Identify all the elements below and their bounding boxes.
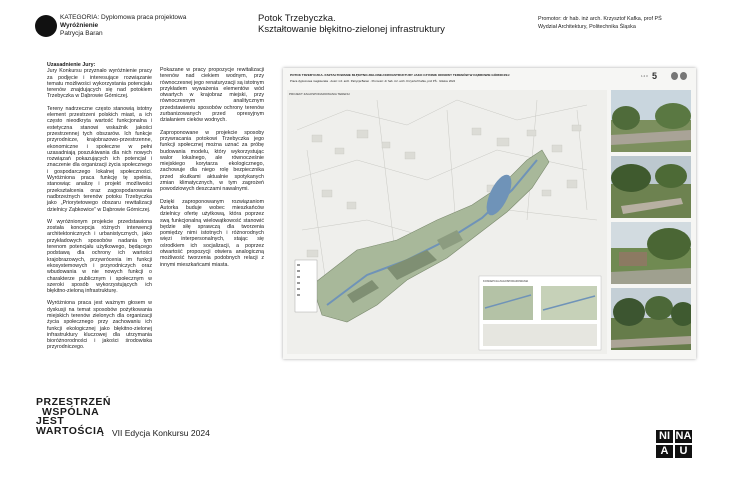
visualization-photo-3 (611, 222, 691, 284)
paragraph: Dzięki zaproponowanym rozwiązaniom Autorka buduje wobec mieszkańców dzielnicy ofertę użytkową, która poprzez swą funkcjonalną wielowątkowość stanowić będzie siłę sprawczą dla tworzenia pomiędzy nimi istotnych i różnorodnych więzi interpersonalnych, stając się ośrodkiem ich socjalizacji, a poprzez otwartość propozycji otwiera analogiczną możliwość tworzenia podobnych relacji z innymi mieszkańcami miasta. (160, 198, 264, 268)
site-plan-map (287, 90, 607, 354)
logo-line: JEST (36, 415, 65, 427)
logo-line: WARTOŚCIĄ (36, 424, 105, 437)
detail-label: KONCEPCJA ZAGOSPODAROWANIA (483, 280, 529, 283)
project-title: Potok Trzebyczka. (258, 13, 336, 24)
poster-page-label: 1 2 3 (641, 74, 648, 78)
logo-letter: U (675, 445, 692, 458)
nina-logo (656, 430, 692, 458)
poster-subtitle: Praca dyplomowa magisterska · Autor: inż. arch. Patrycja Baran · Promotor: dr hab. inż. arch. Krzysztof Kafka, prof PŚ · Gliwice 2024 (290, 78, 456, 83)
visualization-photo-2 (611, 156, 691, 218)
paragraph: Wyróżniona praca jest ważnym głosem w dyskusji na temat sposobów pożytkowania miejskich terenów zielonych dla organizacji życia społecznego przy zachowaniu ich funkcji ekologicznej jako błękitno-zielonej infrastruktury kluczowej dla utrzymania bioróżnorodności i jakości środowiska przyrodniczego. (47, 300, 152, 351)
project-poster[interactable] (283, 68, 696, 359)
jury-text-column-2 (160, 67, 264, 274)
edition-label: VII Edycja Konkursu 2024 (112, 428, 210, 438)
jury-heading: Uzasadnienie Jury: (47, 62, 96, 68)
paragraph: Tereny nadrzeczne często stanowią istotny element przestrzeni polskich miast, a ich często nieodkryta wartość funkcjonalna i estetyczna stanowi wskaźnik jakości przestrzennej tych obszarów. Ich funkcje przyrodnicze, krajobrazowo-przestrzenne, ekonomiczne i społeczne w pełni uzasadniają poszukiwania dla nich nowych rozwiązań pokazujących ich potencjał i znaczenie dla organizacji życia społecznego i gospodarczego lokalnej społeczności. Wyróżniona praca funkcję tę spełnia, stanowiąc analizę i projekt możliwości przekształcenia oraz zagospodarowania nadbrzeżnych terenów potoku Trzebyczka jako „Priorytetowego obszaru rewitalizacji dzielnicy Ząbkowice” w Dąbrowie Górniczej. (47, 105, 152, 213)
competition-logo-circle (35, 15, 57, 37)
paragraph: Jury Konkursu przyznało wyróżnienie pracy za podjęcie i interesujące rozwiązanie tematu możliwości wykorzystania potencjału terenów znajdujących się nad potokiem Trzebyczka w Dąbrowie Górniczej. (47, 68, 152, 100)
faculty-line: Wydział Architektury, Politechnika Śląska (538, 23, 636, 30)
logo-letter: NA (675, 430, 692, 442)
header-category-block (60, 14, 186, 38)
paragraph: Zaproponowane w projekcie sposoby przywracania potokowi Trzebyczka jego funkcji społecznej można uznać za próbę budowania modelu, który wykorzystując walor lokalnego, ale równocześnie miejskiego korytarza ekologicznego, zachowuje dla niego rolę bezpiecznika przed skutkami aktualnie spotykanych zmian klimatycznych, w tym zagrożeń powodziowych deszczami nawalnymi. (160, 129, 264, 193)
visualization-photo-4 (611, 288, 691, 350)
logo-line: PRZESTRZEŃ (36, 396, 112, 408)
header-promoter-block (538, 16, 728, 31)
award-label: Wyróżnienie (60, 22, 99, 29)
campaign-logo (36, 398, 111, 436)
visualization-photo-1 (611, 90, 691, 152)
logo-letter: NI (656, 430, 673, 443)
poster-page-number: 5 (652, 71, 658, 81)
header-project-title (258, 13, 445, 35)
logo-letter: A (656, 445, 673, 458)
author-name: Patrycja Baran (60, 30, 103, 37)
project-subtitle: Kształtowanie błękitno-zielonej infrastruktury (258, 24, 445, 35)
university-badge-icon (671, 72, 687, 80)
jury-text-column-1 (47, 62, 152, 357)
logo-line: WSPÓLNA (42, 405, 100, 418)
paragraph: Pokazane w pracy propozycje rewitalizacji terenów nad ciekiem wodnym, przy równoczesnej jego renaturyzacji są istotnym przykładem wyważenia elementów wód otwartych w krajobraz miejski, przy równoczesnym analitycznym przedstawieniu sposobów ochrony terenów zurbanizowanych przed opresyjnym działaniem cieków wodnych. (160, 67, 264, 124)
category-line: KATEGORIA: Dyplomowa praca projektowa (60, 14, 187, 21)
paragraph: W wyróżnionym projekcie przedstawiona została koncepcja różnych interwencji architektonicznych i urbanistycznych, jako przykładowych sposobów nadania tym terenom potencjału użytkowego, będącego podstawą dla ochrony ich wartości krajobrazowych, przywrócenia im funkcji ekosystemowych i przyrodniczych oraz wbudowania w nie nowych funkcji o charakterze publicznym i społecznym w szeroki sposób wykorzystujących ich błękitno-zieloną infrastrukturę. (47, 218, 152, 295)
map-label: PROJEKT ZAGOSPODAROWANIA TERENU (289, 92, 350, 96)
poster-title: POTOK TRZEBYCZKA. KSZTAŁTOWANIE BŁĘKITNO-ZIELONEJ INFRASTRUKTURY JAKO CZYNNIK ODNOWY TERENÓW W DĄBROWIE GÓRNICZEJ (290, 73, 510, 77)
promoter-line: Promotor: dr hab. inż arch. Krzysztof Kafka, prof PŚ (538, 16, 662, 22)
